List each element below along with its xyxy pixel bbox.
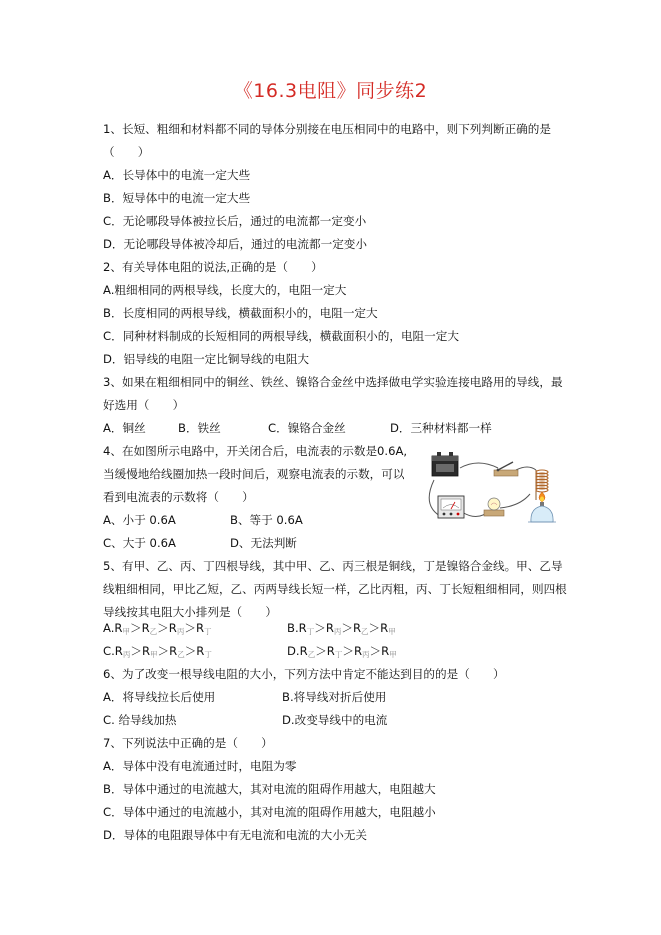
q5-stem-line1: 5、有甲、乙、丙、丁四根导线，其中甲、乙、丙三根是铜线，丁是镍铬合金线。甲、乙导 — [103, 559, 563, 573]
q1-option-a: A．长导体中的电流一定大些 — [103, 168, 251, 182]
q1-stem-line1: 1、长短、粗细和材料都不同的导体分别接在电压相同中的电路中，则下列判断正确的是 — [103, 122, 551, 136]
circuit-figure — [418, 450, 568, 528]
q5-option-c: $C.R_丙>R_甲>R_乙>R_丁$ — [103, 644, 212, 659]
q6-option-c: C. 给导线加热 — [103, 713, 177, 727]
q5-stem-line3: 导线按其电阻大小排列是（ ） — [103, 605, 277, 619]
q6-stem: 6、为了改变一根导线电阻的大小，下列方法中肯定不能达到目的的是（ ） — [103, 667, 505, 681]
q7-stem: 7、下列说法中正确的是（ ） — [103, 736, 273, 750]
q1-option-b: B．短导体中的电流一定大些 — [103, 191, 251, 205]
q6-option-a: A．将导线拉长后使用 — [103, 690, 216, 704]
q3-stem-line1: 3、如果在粗细相同中的铜丝、铁丝、镍铬合金丝中选择做电学实验连接电路用的导线，最 — [103, 375, 563, 389]
q5-option-b: $B.R_丁>R_丙>R_乙>R_甲$ — [287, 621, 396, 636]
q3-option-c: C．镍铬合金丝 — [268, 421, 346, 435]
wire-battery-switch — [460, 463, 498, 468]
switch-icon — [494, 462, 518, 476]
q5-stem-line2: 线粗细相同，甲比乙短，乙、丙两导线长短一样，乙比丙粗，丙、丁长短粗细相同，则四根 — [103, 582, 567, 596]
q4-option-b: B、等于 0.6A — [230, 513, 303, 527]
q3-option-b: B．铁丝 — [178, 421, 221, 435]
q2-option-d: D．铝导线的电阻一定比铜导线的电阻大 — [103, 352, 310, 366]
q1-stem-line2: （ ） — [103, 145, 150, 159]
q4-option-c: C、大于 0.6A — [103, 536, 176, 550]
q6-option-b: B.将导线对折后使用 — [282, 690, 387, 704]
q3-stem-line2: 好选用（ ） — [103, 398, 185, 412]
q3-option-d: D．三种材料都一样 — [390, 421, 492, 435]
q4-option-a: A、小于 0.6A — [103, 513, 176, 527]
q4-stem-line3: 看到电流表的示数将（ ） — [103, 490, 254, 504]
q3-option-a: A．铜丝 — [103, 421, 146, 435]
alcohol-lamp-icon — [528, 492, 556, 522]
q7-option-c: C．导体中通过的电流越小，其对电流的阻碍作用越大，电阻越小 — [103, 805, 436, 819]
battery-icon — [432, 452, 458, 476]
q4-stem-line2: 当缓慢地给线圈加热一段时间后，观察电流表的示数，可以 — [103, 467, 405, 481]
q7-option-a: A．导体中没有电流通过时，电阻为零 — [103, 759, 297, 773]
q5-option-a: $A.R_甲>R_乙>R_丙>R_丁$ — [103, 621, 212, 636]
ammeter-icon — [438, 496, 464, 518]
q2-option-b: B．长度相同的两根导线，横截面积小的，电阻一定大 — [103, 306, 378, 320]
q2-option-c: C．同种材料制成的长短相同的两根导线，横截面积小的，电阻一定大 — [103, 329, 459, 343]
q6-option-d: D.改变导线中的电流 — [282, 713, 388, 727]
q2-option-a: A.粗细相同的两根导线，长度大的，电阻一定大 — [103, 283, 347, 297]
light-bulb-icon — [484, 498, 504, 516]
q7-option-d: D．导体的电阻跟导体中有无电流和电流的大小无关 — [103, 828, 367, 842]
q1-option-c: C．无论哪段导体被拉长后，通过的电流都一定变小 — [103, 214, 367, 228]
q2-stem: 2、有关导体电阻的说法,正确的是（ ） — [103, 260, 323, 274]
q4-stem-line1: 4、在如图所示电路中，开关闭合后，电流表的示数是0.6A, — [103, 444, 408, 458]
page-title: 《16.3电阻》同步练2 — [233, 80, 428, 102]
q4-option-d: D、无法判断 — [230, 536, 297, 550]
q5-option-d: $D.R_乙>R_丁>R_丙>R_甲$ — [287, 644, 397, 659]
q7-option-b: B．导体中通过的电流越大，其对电流的阻碍作用越大，电阻越大 — [103, 782, 436, 796]
q1-option-d: D．无论哪段导体被冷却后，通过的电流都一定变小 — [103, 237, 367, 251]
wire-switch-coil — [516, 467, 536, 470]
wire-bulb-coil — [500, 494, 530, 508]
